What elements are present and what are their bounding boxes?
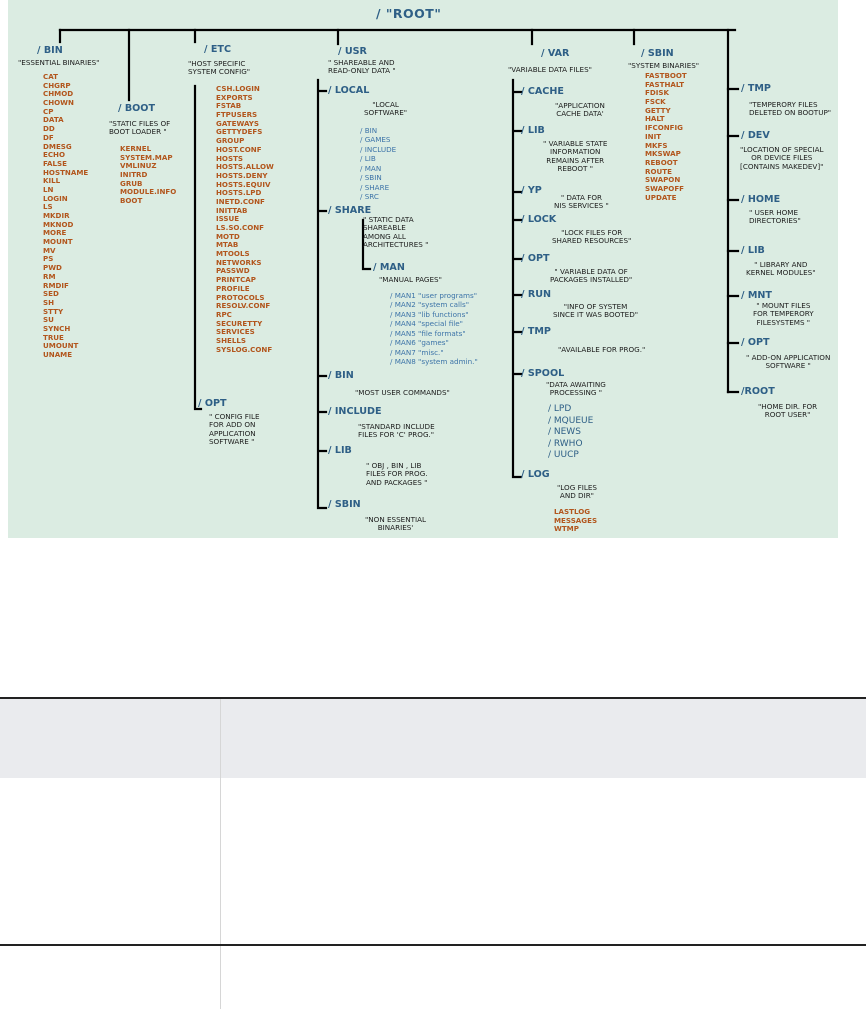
desc-line: SYSTEM CONFIG" <box>188 67 251 77</box>
desc-boot <box>109 120 170 137</box>
dir-var-lib: / LIB <box>521 125 545 136</box>
file-entry: SYSLOG.CONF <box>216 344 273 354</box>
file-entry: INETD.CONF <box>216 196 265 206</box>
desc-line: "VARIABLE DATA FILES" <box>508 65 592 74</box>
desc-line: AND DIR" <box>559 491 594 501</box>
man-section-entry: / MAN8 "system admin." <box>390 356 478 366</box>
dir-boot: / BOOT <box>118 103 156 114</box>
file-entry: HOSTS.LPD <box>216 188 262 198</box>
desc-usr-bin <box>355 389 450 397</box>
subdirs-usr-local <box>360 126 396 201</box>
desc-line: AND PACKAGES " <box>366 477 428 487</box>
file-entry: SWAPON <box>645 175 681 185</box>
man-section-entry: / MAN4 "special file" <box>390 319 463 329</box>
subdir-entry: / BIN <box>360 126 378 135</box>
desc-line: SOFTWARE" <box>364 108 408 118</box>
file-entry: DF <box>43 132 54 142</box>
dir-bin: / BIN <box>37 45 63 56</box>
desc-line: " STATIC DATA <box>363 215 414 224</box>
file-entry: MOTD <box>216 231 240 241</box>
file-entry: PS <box>43 254 54 264</box>
desc-line: ROOT USER" <box>764 410 811 420</box>
file-entry: SU <box>43 315 54 325</box>
file-entry: SHELLS <box>216 335 247 345</box>
table-cell <box>0 946 221 1009</box>
file-entry: GETTY <box>645 105 671 115</box>
dir-usr-sbin: / SBIN <box>328 499 361 510</box>
desc-line: "SYSTEM BINARIES" <box>628 61 700 70</box>
desc-line: SHARED RESOURCES" <box>552 236 632 246</box>
desc-usr-share-man <box>379 276 442 284</box>
file-entry: CSH.LOGIN <box>216 84 260 93</box>
table-header-row <box>0 697 866 780</box>
file-entry: PROFILE <box>216 283 250 293</box>
table-cell <box>0 778 221 944</box>
desc-line: " VARIABLE DATA OF <box>554 267 628 276</box>
dir-tmp: / TMP <box>741 83 771 94</box>
file-entry: EXPORTS <box>216 92 253 102</box>
file-entry: LN <box>43 184 54 194</box>
desc-line: " USER HOME <box>749 208 799 217</box>
desc-var-yp <box>554 194 609 211</box>
file-entry: HALT <box>645 114 665 124</box>
file-entry: GATEWAYS <box>216 118 260 128</box>
dir-var: / VAR <box>541 48 570 59</box>
dir-var-spool: / SPOOL <box>521 368 565 379</box>
desc-line: "AVAILABLE FOR PROG." <box>558 345 646 354</box>
desc-line: "HOST SPECIFIC <box>188 59 246 68</box>
desc-root <box>758 403 817 420</box>
desc-line: KERNEL MODULES" <box>746 268 816 278</box>
man-section-entry: / MAN1 "user programs" <box>390 291 478 300</box>
dir-root: /ROOT <box>741 386 775 397</box>
desc-lib <box>746 261 816 278</box>
desc-line: DIRECTORIES" <box>749 216 801 226</box>
desc-line: READ-ONLY DATA " <box>328 66 396 76</box>
desc-line: BOOT LOADER " <box>109 127 167 137</box>
desc-line: "LOCK FILES FOR <box>561 228 623 237</box>
man-section-entry: / MAN2 "system calls" <box>390 300 470 310</box>
desc-var-tmp <box>558 346 645 354</box>
file-entry: WTMP <box>554 524 579 534</box>
desc-opt <box>746 354 830 371</box>
file-entry: RMDIF <box>43 280 69 290</box>
dir-var-lock: / LOCK <box>521 214 557 225</box>
file-entry: FSTAB <box>216 101 242 111</box>
file-entry: MTOOLS <box>216 249 250 259</box>
desc-line: " SHAREABLE AND <box>328 58 395 67</box>
file-entry: INITTAB <box>216 205 248 215</box>
file-entry: FASTHALT <box>645 79 685 89</box>
file-entry: MV <box>43 245 56 255</box>
desc-line: "NON ESSENTIAL <box>365 515 427 524</box>
desc-line: DELETED ON BOOTUP" <box>749 108 832 118</box>
subdir-entry: / SBIN <box>360 173 382 183</box>
file-entry: FTPUSERS <box>216 110 258 120</box>
file-entry: PRINTCAP <box>216 275 256 285</box>
desc-line: [CONTAINS MAKEDEV]" <box>740 161 824 171</box>
desc-line: " ADD-ON APPLICATION <box>746 353 831 362</box>
desc-line: "TEMPERORY FILES <box>749 100 818 109</box>
subdir-entry: / MQUEUE <box>548 415 594 426</box>
file-entry: CAT <box>43 72 58 81</box>
file-entry: LASTLOG <box>554 507 591 516</box>
dir-sbin: / SBIN <box>641 48 674 59</box>
desc-line: OR DEVICE FILES <box>751 153 813 163</box>
file-entry: MTAB <box>216 240 239 250</box>
desc-line: "LOCAL <box>372 100 399 109</box>
file-entry: GETTYDEFS <box>216 127 263 137</box>
subdir-entry: / GAMES <box>360 135 391 145</box>
file-entry: ROUTE <box>645 166 672 176</box>
file-entry: LOGIN <box>43 193 68 203</box>
desc-line: "STANDARD INCLUDE <box>358 422 435 431</box>
subdir-entry: / SRC <box>360 191 379 201</box>
subdir-entry: / NEWS <box>548 427 581 438</box>
file-entry: DATA <box>43 115 64 125</box>
file-entry: SERVICES <box>216 327 255 337</box>
file-entry: MKDIR <box>43 211 70 220</box>
file-entry: CHMOD <box>43 89 74 99</box>
file-entry: VMLINUZ <box>120 161 157 171</box>
root-title: / "ROOT" <box>376 6 442 21</box>
file-entry: SWAPOFF <box>645 183 685 193</box>
desc-line: "LOCATION OF SPECIAL <box>740 145 824 154</box>
subdir-entry: / LPD <box>548 404 572 414</box>
subdirs-var-spool <box>548 404 593 462</box>
subdir-entry: / MAN <box>360 163 382 173</box>
desc-line: "STATIC FILES OF <box>109 119 171 128</box>
file-entry: HOSTS.DENY <box>216 170 268 180</box>
desc-tmp <box>749 101 831 118</box>
dir-usr-share: / SHARE <box>328 205 372 216</box>
file-entry: PWD <box>43 263 62 273</box>
file-entry: MKNOD <box>43 219 74 229</box>
file-entry: FALSE <box>43 158 67 168</box>
desc-line: PROCESSING " <box>549 388 603 398</box>
desc-line: AMONG ALL <box>363 231 406 241</box>
dir-etc: / ETC <box>204 44 231 55</box>
dir-usr-include: / INCLUDE <box>328 406 382 417</box>
file-entry: LS.SO.CONF <box>216 223 265 232</box>
desc-line: "HOME DIR. FOR <box>758 402 818 411</box>
filesystem-hierarchy-diagram <box>8 0 838 538</box>
desc-line: NIS SERVICES " <box>554 201 609 211</box>
desc-line: FILES FOR 'C' PROG." <box>358 430 435 440</box>
desc-line: FILES FOR PROG. <box>366 469 428 479</box>
file-entry: SED <box>43 289 59 299</box>
dir-var-log: / LOG <box>521 469 550 480</box>
desc-var-run <box>553 303 638 320</box>
files-etc <box>216 85 274 354</box>
desc-line: "INFO OF SYSTEM <box>563 302 628 311</box>
files-sbin <box>645 72 687 202</box>
desc-var-opt <box>550 268 632 285</box>
file-entry: DD <box>43 124 55 134</box>
desc-usr-sbin <box>365 516 426 533</box>
desc-var <box>508 66 592 74</box>
dir-var-cache: / CACHE <box>521 86 564 97</box>
empty-table <box>0 697 866 1007</box>
subdir-entry: / SHARE <box>360 182 390 192</box>
sections-usr-share-man <box>390 291 478 366</box>
files-bin <box>43 73 88 360</box>
desc-line: SINCE IT WAS BOOTED" <box>553 310 639 320</box>
file-entry: RM <box>43 271 56 281</box>
file-entry: MKFS <box>645 140 668 150</box>
file-entry: UPDATE <box>645 192 677 202</box>
desc-mnt <box>753 302 814 327</box>
desc-line: CACHE DATA' <box>556 109 604 119</box>
file-entry: IFCONFIG <box>645 123 683 133</box>
desc-line: "ESSENTIAL BINARIES" <box>18 58 100 67</box>
dir-home: / HOME <box>741 194 781 205</box>
desc-etc-opt <box>209 413 260 447</box>
file-entry: UNAME <box>43 350 73 359</box>
file-entry: GROUP <box>216 136 245 146</box>
file-entry: SYSTEM.MAP <box>120 152 173 162</box>
dir-usr-local: / LOCAL <box>328 85 370 96</box>
desc-etc <box>188 60 250 77</box>
desc-line: APPLICATION <box>209 428 256 438</box>
dir-var-yp: / YP <box>521 185 542 196</box>
dir-mnt: / MNT <box>741 290 772 301</box>
desc-sbin <box>628 62 699 70</box>
desc-line: " VARIABLE STATE <box>543 139 608 148</box>
desc-line: "LOG FILES <box>557 483 597 492</box>
desc-var-spool <box>546 381 606 398</box>
desc-line: "MOST USER COMMANDS" <box>355 388 450 397</box>
file-entry: NETWORKS <box>216 257 262 267</box>
desc-usr-share <box>363 216 428 250</box>
dir-etc-opt: / OPT <box>198 398 227 409</box>
man-section-entry: / MAN5 "file formats" <box>390 328 466 338</box>
desc-var-lock <box>552 229 631 246</box>
desc-line: "MANUAL PAGES" <box>379 275 442 284</box>
file-entry: RESOLV.CONF <box>216 301 271 311</box>
file-entry: HOSTNAME <box>43 167 89 177</box>
desc-line: " OBJ , BIN , LIB <box>366 461 422 470</box>
file-entry: FDISK <box>645 88 669 98</box>
file-entry: HOSTS <box>216 153 244 163</box>
dir-usr-lib: / LIB <box>328 445 352 456</box>
desc-line: FOR ADD ON <box>209 420 256 430</box>
desc-home <box>749 209 801 226</box>
dir-dev: / DEV <box>741 130 770 141</box>
dir-usr: / USR <box>338 46 367 57</box>
file-entry: DMESG <box>43 141 72 151</box>
file-entry: MORE <box>43 228 67 238</box>
file-entry: PASSWD <box>216 266 250 276</box>
file-entry: FASTBOOT <box>645 71 687 80</box>
dir-var-opt: / OPT <box>521 253 550 264</box>
desc-line: " LIBRARY AND <box>754 260 808 269</box>
file-entry: BOOT <box>120 196 143 206</box>
man-section-entry: / MAN3 "lib functions" <box>390 309 469 319</box>
file-entry: TRUE <box>43 332 64 342</box>
dir-opt: / OPT <box>741 337 770 348</box>
desc-usr <box>328 59 396 76</box>
desc-line: FILESYSTEMS " <box>756 317 811 327</box>
desc-line: REBOOT " <box>557 164 594 174</box>
desc-line: "APPLICATION <box>555 101 605 110</box>
desc-var-log <box>557 484 597 501</box>
desc-line: ARCHITECTURES " <box>363 240 429 250</box>
desc-line: "DATA AWAITING <box>546 380 606 389</box>
file-entry: RPC <box>216 309 232 319</box>
file-entry: GRUB <box>120 178 143 188</box>
file-entry: KERNEL <box>120 144 152 153</box>
dir-var-run: / RUN <box>521 289 552 300</box>
desc-dev <box>740 146 824 171</box>
file-entry: KILL <box>43 176 61 186</box>
file-entry: FSCK <box>645 97 666 107</box>
desc-var-lib <box>543 140 607 174</box>
file-entry: INITRD <box>120 170 148 180</box>
desc-line: " DATA FOR <box>560 193 602 202</box>
file-entry: LS <box>43 202 53 212</box>
file-entry: MESSAGES <box>554 515 598 525</box>
file-entry: CP <box>43 106 54 116</box>
desc-line: BINARIES' <box>377 523 414 533</box>
desc-bin <box>18 59 99 67</box>
man-section-entry: / MAN7 "misc." <box>390 347 444 357</box>
desc-line: " CONFIG FILE <box>209 412 260 421</box>
desc-usr-local <box>364 101 407 118</box>
table-row <box>0 778 866 944</box>
file-entry: SECURETTY <box>216 318 263 328</box>
files-var-log <box>554 508 597 534</box>
file-entry: SYNCH <box>43 323 71 333</box>
file-entry: HOSTS.ALLOW <box>216 162 274 172</box>
desc-line: INFORMATION <box>550 147 601 157</box>
tree-connectors <box>8 0 838 538</box>
file-entry: MOUNT <box>43 237 73 247</box>
subdir-entry: / INCLUDE <box>360 144 397 154</box>
dir-var-tmp: / TMP <box>521 326 551 337</box>
file-entry: PROTOCOLS <box>216 292 265 302</box>
desc-line: FOR TEMPERORY <box>753 309 814 319</box>
desc-usr-include <box>358 423 435 440</box>
file-entry: SH <box>43 297 55 307</box>
desc-line: SOFTWARE " <box>209 437 255 447</box>
dir-usr-share-man: / MAN <box>373 262 405 273</box>
file-entry: CHGRP <box>43 80 71 90</box>
file-entry: UMOUNT <box>43 341 79 351</box>
desc-line: SHAREABLE <box>363 223 406 233</box>
desc-line: PACKAGES INSTALLED" <box>550 275 633 285</box>
desc-line: " MOUNT FILES <box>756 301 811 310</box>
subdir-entry: / LIB <box>360 154 376 164</box>
file-entry: ISSUE <box>216 214 240 224</box>
file-entry: REBOOT <box>645 157 678 167</box>
desc-line: SOFTWARE " <box>765 361 811 371</box>
desc-var-cache <box>555 102 605 119</box>
file-entry: INIT <box>645 131 662 141</box>
subdir-entry: / RWHO <box>548 438 583 449</box>
subdir-entry: / UUCP <box>548 450 579 461</box>
file-entry: MKSWAP <box>645 149 681 159</box>
table-row <box>0 944 866 1009</box>
files-boot <box>120 145 176 206</box>
file-entry: HOSTS.EQUIV <box>216 179 271 189</box>
desc-usr-lib <box>366 462 428 487</box>
dir-lib: / LIB <box>741 245 765 256</box>
file-entry: HOST.CONF <box>216 144 262 154</box>
dir-usr-bin: / BIN <box>328 370 354 381</box>
table-header-cell <box>0 699 221 778</box>
file-entry: CHOWN <box>43 98 74 108</box>
desc-line: REMAINS AFTER <box>546 155 605 165</box>
man-section-entry: / MAN6 "games" <box>390 338 449 348</box>
file-entry: ECHO <box>43 150 66 160</box>
file-entry: MODULE.INFO <box>120 187 177 197</box>
file-entry: STTY <box>43 306 64 316</box>
